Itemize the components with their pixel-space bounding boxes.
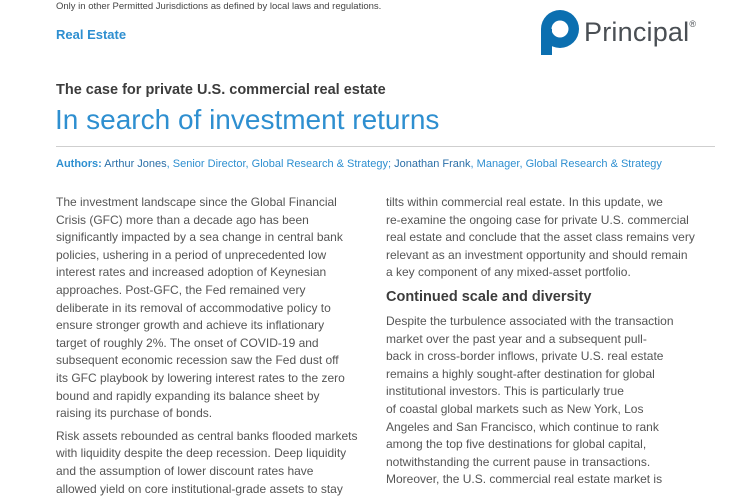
text-line: Angeles and San Francisco, which continue to rank xyxy=(386,419,706,437)
disclaimer-text: Only in other Permitted Jurisdictions as defined by local laws and regulations. xyxy=(56,1,381,12)
text-line: and the assumption of lower discount rates have xyxy=(56,463,366,481)
author-name-2[interactable]: Jonathan Frank xyxy=(394,158,470,170)
text-line: among the top five destinations for global capital, xyxy=(386,436,706,454)
text-line: ensure stronger growth and achieve its inflationary xyxy=(56,317,366,335)
logo-name: Principal xyxy=(584,17,689,47)
registered-mark: ® xyxy=(689,19,696,29)
text-line: Moreover, the U.S. commercial real estate market is xyxy=(386,471,706,489)
category-label: Real Estate xyxy=(56,27,126,42)
text-line: subsequent economic recession saw the Fed dust off xyxy=(56,352,366,370)
principal-logo-icon xyxy=(540,8,582,56)
logo-wordmark xyxy=(584,17,696,48)
text-line: significantly impacted by a sea change in central bank xyxy=(56,229,366,247)
text-line: its GFC playbook by lowering interest rates to the zero xyxy=(56,370,366,388)
text-line: Crisis (GFC) more than a decade ago has been xyxy=(56,212,366,230)
text-line: The investment landscape since the Global Financial xyxy=(56,194,366,212)
paragraph-3 xyxy=(386,194,706,282)
text-line: Despite the turbulence associated with the transaction xyxy=(386,313,706,331)
text-line: raising its purchase of bonds. xyxy=(56,405,366,423)
text-line: bound and rapidly expanding its balance sheet by xyxy=(56,388,366,406)
body-column-right xyxy=(386,194,706,489)
text-line: policies, ushering in a period of unprecedented low xyxy=(56,247,366,265)
text-line: with liquidity despite the deep recession. Deep liquidity xyxy=(56,445,366,463)
paragraph-1 xyxy=(56,194,366,423)
text-line: a key component of any mixed-asset portfolio. xyxy=(386,264,706,282)
author-role-1: , Senior Director, Global Research & Strategy; xyxy=(167,158,391,170)
text-line: approaches. Post-GFC, the Fed remained very xyxy=(56,282,366,300)
text-line: deliberate in its removal of accommodative policy to xyxy=(56,300,366,318)
text-line: relevant as an investment opportunity and should remain xyxy=(386,247,706,265)
text-line: re-examine the ongoing case for private U.S. commercial xyxy=(386,212,706,230)
text-line: interest rates and increased adoption of Keynesian xyxy=(56,264,366,282)
author-name-1[interactable]: Arthur Jones xyxy=(104,158,166,170)
text-line: target of roughly 2%. The onset of COVID-19 and xyxy=(56,335,366,353)
text-line: back in cross-border inflows, private U.S. real estate xyxy=(386,348,706,366)
document-title: In search of investment returns xyxy=(55,104,439,136)
paragraph-2 xyxy=(56,428,366,498)
author-role-2: , Manager, Global Research & Strategy xyxy=(471,158,662,170)
document-subtitle: The case for private U.S. commercial real estate xyxy=(56,82,386,98)
text-line: of coastal global markets such as New York, Los xyxy=(386,401,706,419)
text-line: institutional investors. This is particularly true xyxy=(386,383,706,401)
body-column-left xyxy=(56,194,366,498)
text-line: market over the past year and a subsequent pull- xyxy=(386,331,706,349)
text-line: remains a highly sought-after destination for global xyxy=(386,366,706,384)
text-line: real estate and conclude that the asset class remains very xyxy=(386,229,706,247)
text-line: Risk assets rebounded as central banks flooded markets xyxy=(56,428,366,446)
text-line: notwithstanding the current pause in transactions. xyxy=(386,454,706,472)
title-divider xyxy=(56,146,715,147)
text-line: allowed yield on core institutional-grade assets to stay xyxy=(56,481,366,498)
authors-label: Authors: xyxy=(56,158,102,170)
authors-line xyxy=(56,158,662,170)
section-heading: Continued scale and diversity xyxy=(386,288,706,306)
text-line: tilts within commercial real estate. In this update, we xyxy=(386,194,706,212)
paragraph-4 xyxy=(386,313,706,489)
